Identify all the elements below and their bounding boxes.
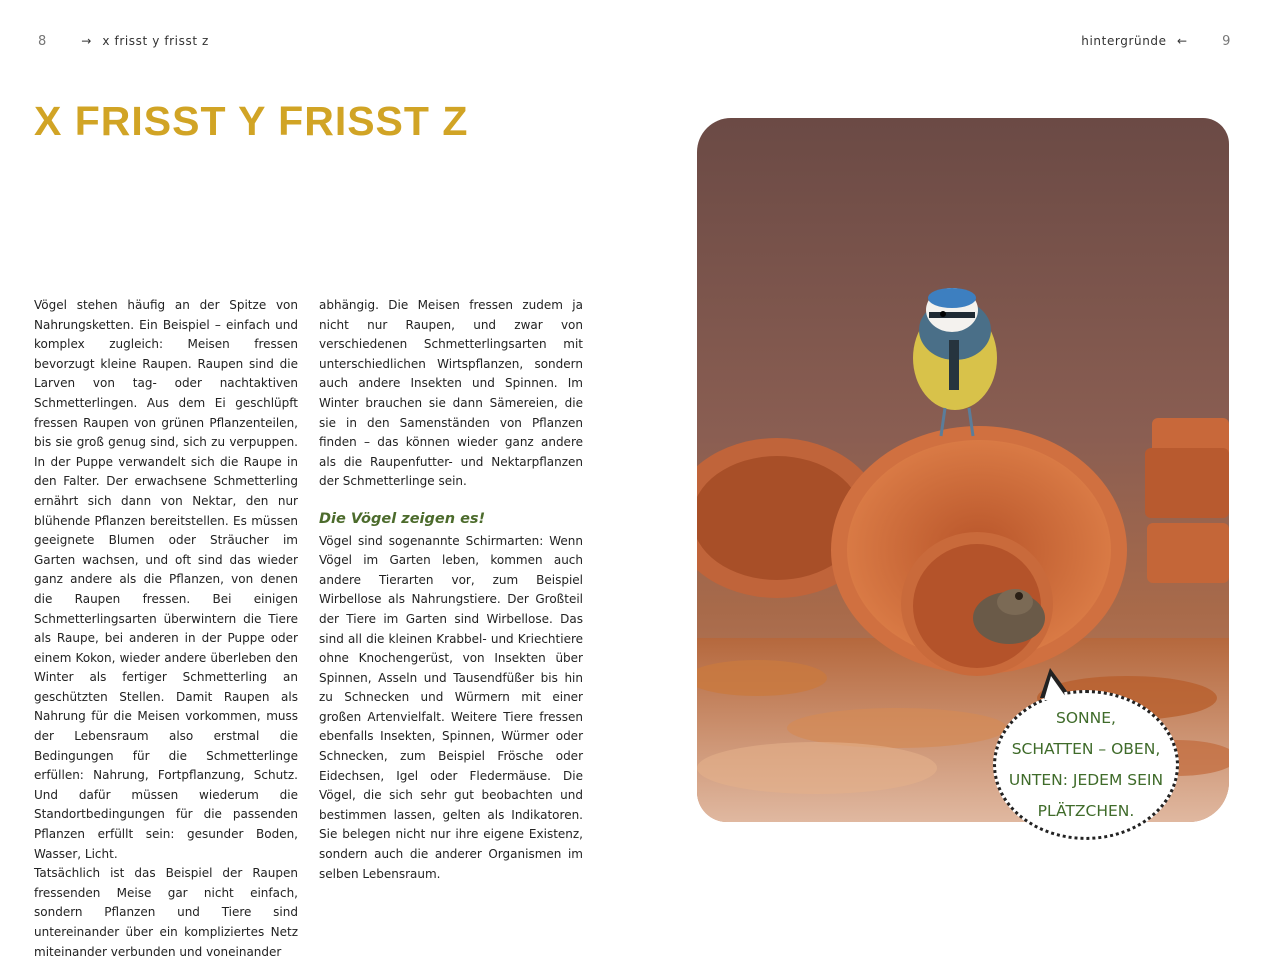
running-header-right-title: hintergründe [1081, 34, 1167, 48]
speech-bubble-line: PLÄTZCHEN. [1037, 802, 1135, 820]
arrow-right-icon: → [81, 34, 92, 48]
page-title: X FRISST Y FRISST Z [34, 98, 469, 144]
running-header-left-title: x frisst y frisst z [102, 34, 209, 48]
page-number-right: 9 [1222, 34, 1231, 49]
body-paragraph: Vögel stehen häufig an der Spitze von Nahrungsketten. Ein Beispiel – einfach und komplex zugleich: Meisen fressen bevorzugt kleine Raupen. Raupen sind die Larven von tag- oder nachtaktiven Schmetterlingen. Aus dem Ei geschlüpft fressen Raupen von grünen Pflanzenteilen, bis sie groß genug sind, sich zu verpuppen. In der Puppe verwandelt sich die Raupe in den Falter. Der erwachsene Schmetterling ernährt sich dann von Nektar, den nur blühende Pflanzen bereitstellen. Es müssen geeignete Blumen oder Sträucher im Garten wachsen, und oft sind das wieder ganz andere als die Pflanzen, von denen die Raupen fressen. Bei einigen Schmetterlingsarten überwintern die Tiere als Raupe, bei anderen in der Puppe oder einem Kokon, wieder andere überleben den Winter als fertiger Schmetterling an geschützten Stellen. Damit Raupen als Nahrung für die Meisen vorkommen, muss der Lebensraum also erstmal die Bedingungen für die Schmetterlinge erfüllen: Nahrung, Fortpflanzung, Schutz. Und dafür müssen wiederum die Standortbedingungen für die passenden Pflanzen erfüllt sein: gesunder Boden, Wasser, Licht. [34, 298, 298, 861]
body-paragraph: Vögel sind sogenannte Schirmarten: Wenn Vögel im Garten leben, kommen auch andere Tierarten vor, zum Beispiel Wirbellose als Nahrungstiere. Der Großteil der Tiere im Garten sind Wirbellose. Das sind all die kleinen Krabbel- und Kriechtiere ohne Knochengerüst, von Insekten über Spinnen, Asseln und Tausendfüßer bis hin zu Schnecken und Würmern mit einer großen Artenvielfalt. Weitere Tiere fressen ebenfalls Insekten, Spinnen, Würmer oder Schnecken, zum Beispiel Frösche oder Eidechsen, Igel oder Fledermäuse. Die Vögel, die sich sehr gut beobachten und bestimmen lassen, gelten als Indikatoren. Sie belegen nicht nur ihre eigene Existenz, sondern auch die anderer Organismen im selben Lebensraum. [319, 533, 583, 881]
body-paragraph: abhängig. Die Meisen fressen zudem ja nicht nur Raupen, und zwar von verschiedenen Schmetterlingsarten mit unterschiedlichen Wirtspflanzen, sondern auch andere Insekten und Spinnen. Im Winter brauchen sie dann Sämereien, die sie in den Samenständen von Pflanzen finden – das können wieder ganz andere als die Raupenfutter- und Nektarpflanzen der Schmetterlinge sein. [319, 298, 583, 489]
speech-bubble [993, 690, 1179, 840]
speech-bubble-line: SCHATTEN – OBEN, [1011, 740, 1161, 758]
subheading: Die Vögel zeigen es! [319, 510, 486, 527]
running-header-left [38, 34, 209, 49]
page-number-left: 8 [38, 34, 47, 49]
speech-bubble-line: UNTEN: JEDEM SEIN [1008, 771, 1164, 789]
speech-bubble-tail-fill [1044, 676, 1068, 700]
text-column-2 [319, 296, 583, 884]
arrow-left-icon: ← [1177, 34, 1188, 48]
text-column-1 [34, 296, 298, 962]
body-paragraph: Tatsächlich ist das Beispiel der Raupen fressenden Meise gar nicht einfach, sondern Pflanzen und Tiere sind untereinander über ein kompliziertes Netz miteinander verbunden und voneinander [34, 866, 298, 959]
speech-bubble-line: SONNE, [1056, 709, 1116, 727]
running-header-right [1081, 34, 1231, 49]
